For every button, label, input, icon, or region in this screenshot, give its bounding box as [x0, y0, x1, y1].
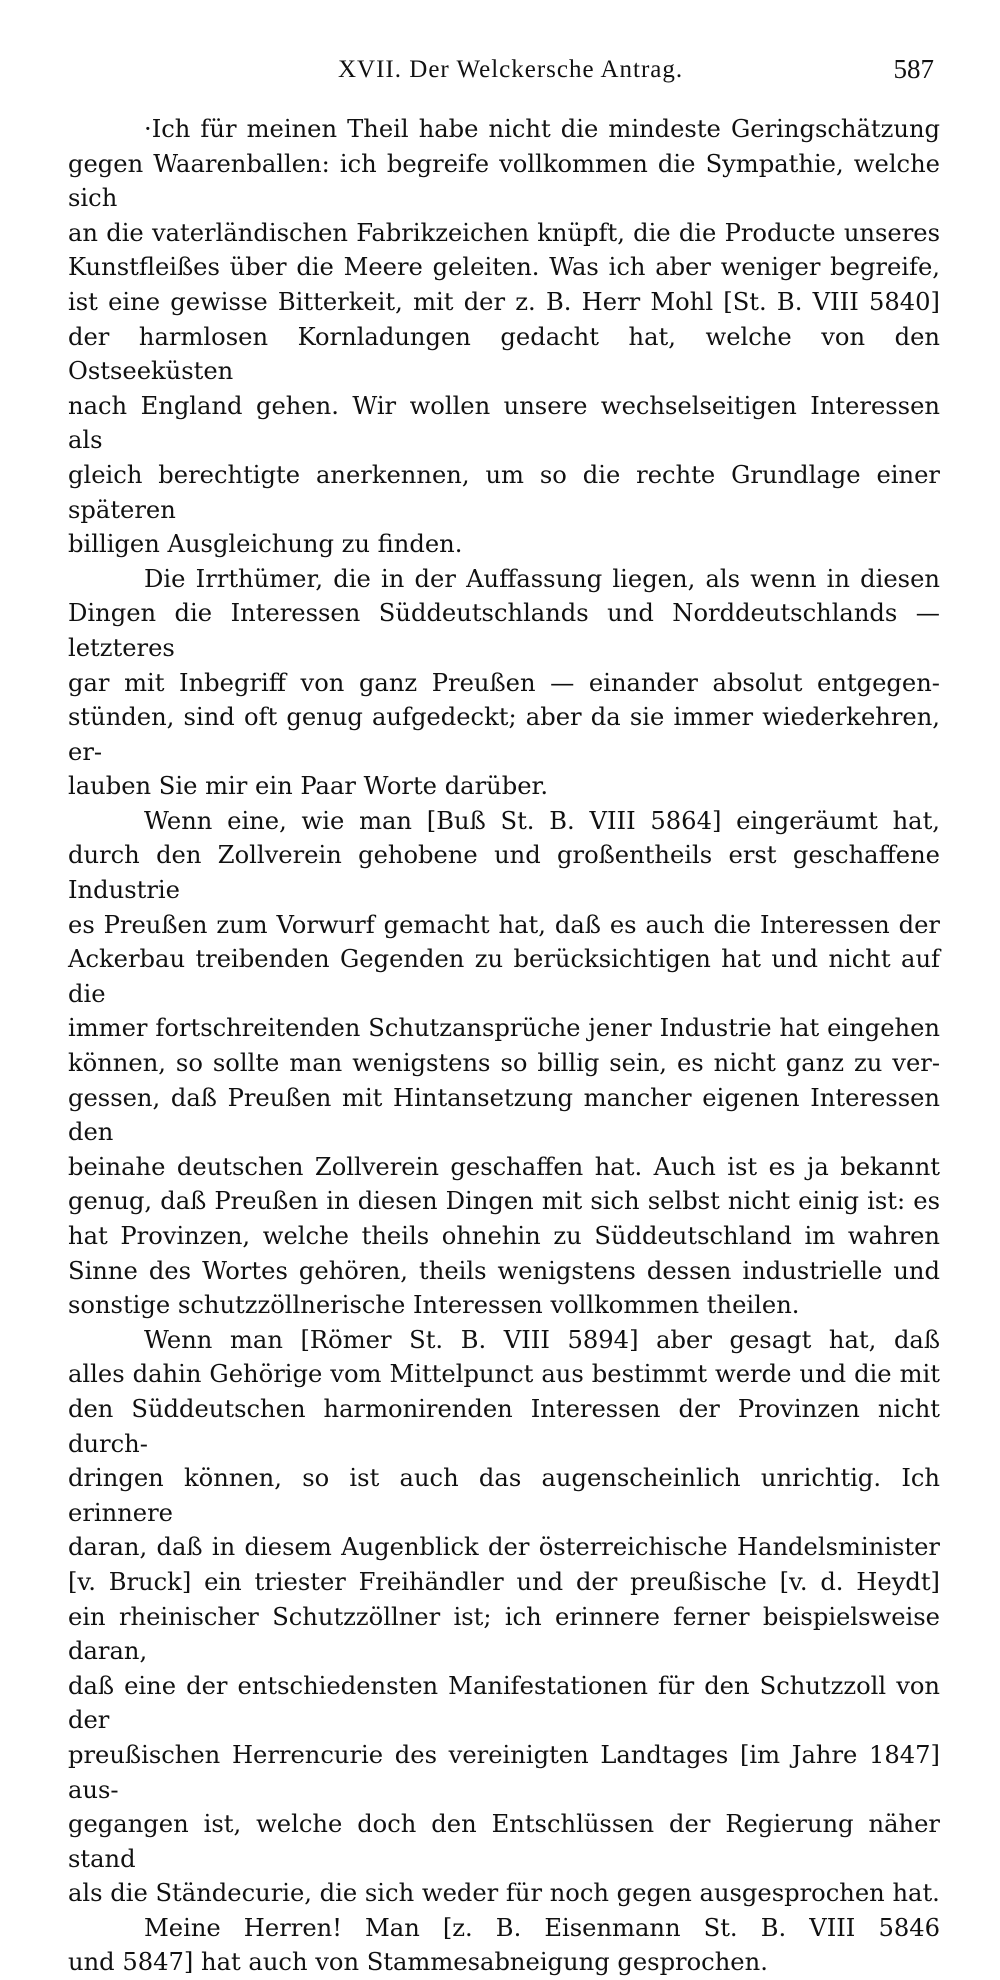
text-line: [v. Bruck] ein triester Freihändler und der preußische [v. d. Heydt]	[68, 1567, 940, 1596]
text-line: nach England gehen. Wir wollen unsere wechselseitigen Interessen als	[68, 391, 940, 455]
text-line: alles dahin Gehörige vom Mittelpunct aus bestimmt werde und die mit	[68, 1360, 940, 1389]
text-line: können, so sollte man wenigstens so billig sein, es nicht ganz zu ver-	[68, 1049, 940, 1078]
text-line: Meine Herren! Man [z. B. Eisenmann St. B. VIII 5846	[144, 1913, 940, 1942]
text-line: dringen können, so ist auch das augenscheinlich unrichtig. Ich erinnere	[68, 1464, 940, 1527]
text-line: billigen Ausgleichung zu finden.	[68, 530, 463, 559]
text-line: ein rheinischer Schutzzöllner ist; ich erinnere ferner beispielsweise daran,	[68, 1602, 940, 1666]
text-line: durch den Zollverein gehobene und großentheils erst geschaffene Industrie	[68, 841, 940, 905]
text-line: den Süddeutschen harmonirenden Interessen der Provinzen nicht durch-	[68, 1394, 940, 1458]
text-line: sonstige schutzzöllnerische Interessen vollkommen theilen.	[68, 1291, 800, 1320]
text-line: gleich berechtigte anerkennen, um so die rechte Grundlage einer späteren	[68, 460, 940, 524]
text-line: genug, daß Preußen in diesen Dingen mit sich selbst nicht einig ist: es	[68, 1187, 940, 1216]
text-line: daß eine der entschiedensten Manifestationen für den Schutzzoll von der	[68, 1671, 940, 1735]
text-line: stünden, sind oft genug aufgedeckt; aber da sie immer wiederkehren, er-	[68, 703, 940, 766]
text-line: preußischen Herrencurie des vereinigten Landtages [im Jahre 1847] aus-	[68, 1740, 940, 1804]
text-line: daran, daß in diesem Augenblick der österreichische Handelsminister	[68, 1533, 940, 1562]
text-line: beinahe deutschen Zollverein geschaffen hat. Auch ist es ja bekannt	[68, 1152, 940, 1181]
text-line: Wenn man [Römer St. B. VIII 5894] aber gesagt hat, daß	[144, 1325, 940, 1354]
text-line: lauben Sie mir ein Paar Worte darüber.	[68, 772, 549, 801]
text-line: es Preußen zum Vorwurf gemacht hat, daß es auch die Interessen der	[68, 910, 940, 939]
text-line: Sinne des Wortes gehören, theils wenigstens dessen industrielle und	[68, 1256, 940, 1285]
text-line: Kunstfleißes über die Meere geleiten. Was ich aber weniger begreife,	[68, 253, 940, 282]
text-line: Wenn eine, wie man [Buß St. B. VIII 5864] eingeräumt hat,	[144, 806, 940, 835]
text-line: gessen, daß Preußen mit Hintansetzung mancher eigenen Interessen den	[68, 1083, 940, 1147]
text-line: und 5847] hat auch von Stammesabneigung gesprochen.	[68, 1948, 768, 1977]
page-number: 587	[893, 54, 934, 84]
text-line: Die Irrthümer, die in der Auffassung liegen, als wenn in diesen	[144, 564, 940, 593]
text-line: als die Ständecurie, die sich weder für noch gegen ausgesprochen hat.	[68, 1879, 940, 1908]
text-line: der harmlosen Kornladungen gedacht hat, welche von den Ostseeküsten	[68, 322, 940, 386]
text-line: gegangen ist, welche doch den Entschlüssen der Regierung näher stand	[68, 1810, 940, 1873]
text-line: ·Ich für meinen Theil habe nicht die mindeste Geringschätzung	[144, 115, 940, 143]
text-line: gegen Waarenballen: ich begreife vollkommen die Sympathie, welche sich	[68, 149, 940, 213]
body-text	[68, 112, 940, 1980]
text-line: ist eine gewisse Bitterkeit, mit der z. B. Herr Mohl [St. B. VIII 5840]	[68, 287, 940, 316]
text-line: immer fortschreitenden Schutzansprüche jener Industrie hat eingehen	[68, 1014, 940, 1043]
text-line: gar mit Inbegriff von ganz Preußen — einander absolut entgegen-	[68, 668, 940, 697]
text-line: Dingen die Interessen Süddeutschlands und Norddeutschlands — letzteres	[68, 599, 940, 662]
text-line: hat Provinzen, welche theils ohnehin zu Süddeutschland im wahren	[68, 1222, 940, 1250]
text-line: Ackerbau treibenden Gegenden zu berücksichtigen hat und nicht auf die	[68, 945, 940, 1008]
chapter-title: XVII. Der Welckersche Antrag.	[338, 56, 684, 83]
text-line: an die vaterländischen Fabrikzeichen knüpft, die die Producte unseres	[68, 218, 940, 247]
running-header	[68, 52, 940, 92]
